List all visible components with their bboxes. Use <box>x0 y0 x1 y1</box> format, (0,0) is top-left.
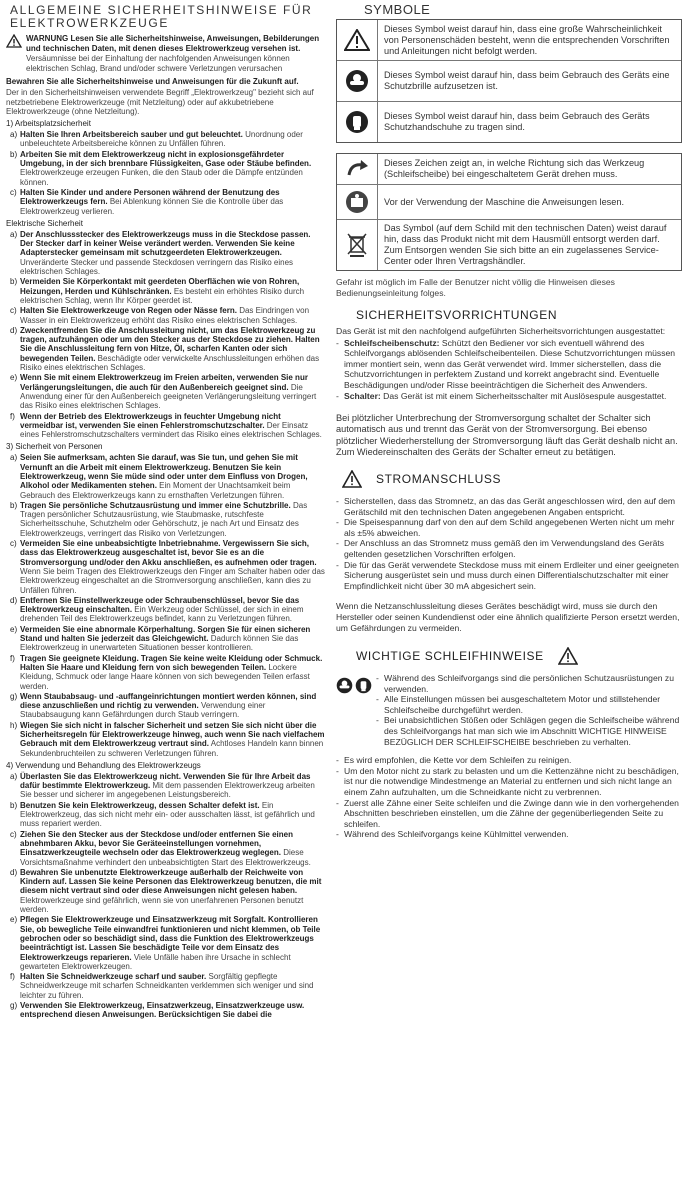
item-letter: f) <box>10 653 15 663</box>
symbol-row <box>337 220 681 270</box>
device-item: - Schalter: Das Gerät ist mit einem Sicherheitsschalter mit Auslösespule ausgestattet. <box>336 390 667 401</box>
term-definition: Der in den Sicherheitshinweisen verwendete Begriff „Elektrowerkzeug" bezieht sich auf netzbetriebene Elektrowerkzeuge (mit Netzleitung) oder auf akkubetriebene Elektrowerkzeuge (ohne Netzleitung). <box>6 88 314 116</box>
warning-block <box>6 34 326 74</box>
warning-triangle-icon <box>558 647 578 665</box>
list-item <box>6 150 326 187</box>
item-letter: c) <box>10 306 17 316</box>
grinding-list <box>336 755 682 840</box>
list-item <box>6 596 326 624</box>
item-bold-text: Wenn Staubabsaug- und -auffangeinrichtungen montiert werden können, sind diese anzuschließen und richtig zu verwenden. <box>20 691 317 711</box>
item-bold-text: Wenn der Betrieb des Elektrowerkzeugs in feuchter Umgebung nicht vermeidbar ist, verwenden Sie einen Fehlerstromschutzschalter. <box>20 411 281 430</box>
item-letter: c) <box>10 829 17 839</box>
section-title: Elektrische Sicherheit <box>6 218 83 228</box>
item-detail-text: Sorgfältig gepflegte Schneidwerkzeuge mit scharfen Schneidkanten verklemmen sich weniger und sind leichter zu führen. <box>20 972 314 1000</box>
list-item <box>6 453 326 499</box>
item-detail-text: Der Einsatz eines Fehlerstromschutzschalters vermindert das Risiko eines elektrischen Schlages. <box>20 420 322 440</box>
item-bold-text: Vermeiden Sie Körperkontakt mit geerdeten Oberflächen wie von Rohren, Heizungen, Herden und Kühlschränken. <box>20 277 300 296</box>
list-item <box>6 772 326 800</box>
item-detail-text: Unordnung oder unbeleuchtete Arbeitsbereiche können zu Unfällen führen. <box>20 130 303 149</box>
item-letter: d) <box>10 325 18 335</box>
right-column <box>330 0 688 1200</box>
power-item: - Die Speisespannung darf von den auf dem Schild angegebenen Werten nicht um mehr als ±5% abweichen. <box>336 517 675 538</box>
item-letter: b) <box>10 500 18 510</box>
symbol-text: Dieses Symbol weist darauf hin, dass eine große Wahrscheinlichkeit von Personenschäden besteht, wenn die entsprechenden Vorschriften und Anleitungen nicht befolgt werden. <box>384 23 670 56</box>
list-item <box>6 915 326 971</box>
item-bold-text: Ziehen Sie den Stecker aus der Steckdose und/oder entfernen Sie einen abnehmbaren Akku, bevor Sie Geräteeinstellungen vornehmen, Einsatzwerkzeugteile wechseln oder das Elektrowerkzeug weglegen. <box>20 829 293 858</box>
list-item <box>6 625 326 653</box>
symbol-text: Vor der Verwendung der Maschine die Anweisungen lesen. <box>384 196 625 207</box>
device-text: Schützt den Bediener vor sich eventuell während des Schleifvorgangs ablösenden Schleifscheibenteilen. Diese Schutzvorrichtungen müssen immer montiert sein, wenn das Gerät verwendet wird. Immer sicherstellen, dass die Schutzvorrichtungen in perfektem Zustand und korrekt angebracht sind. Eventuelle Beschädigungen und/oder Risse beeinträchtigen die Sicherheit des Anwenders. <box>344 337 676 390</box>
list-item <box>6 412 326 440</box>
warning-text: Lesen Sie alle Sicherheitshinweise, Anweisungen, Bebilderungen und technischen Daten, mit denen dieses Elektrowerkzeug versehen ist. <box>26 34 320 53</box>
item-letter: g) <box>10 691 18 701</box>
item-detail-text: Ein Moment der Unachtsamkeit beim Gebrauch des Elektrowerkzeugs kann zu ernsthaften Verletzungen führen. <box>20 481 291 500</box>
power-title: STROMANSCHLUSS <box>376 471 502 486</box>
safety-devices-intro: Das Gerät ist mit den nachfolgend aufgeführten Sicherheitsvorrichtungen ausgestattet: <box>336 326 666 336</box>
warning-triangle-icon <box>344 29 370 51</box>
power-heading <box>342 470 682 488</box>
symbol-row <box>337 61 681 102</box>
symbols-table-1 <box>336 19 682 143</box>
item-letter: g) <box>10 1001 18 1011</box>
item-detail-text: Bei Ablenkung können Sie die Kontrolle über das Elektrowerkzeug verlieren. <box>20 197 284 216</box>
list-item <box>6 972 326 1000</box>
item-letter: h) <box>10 720 18 730</box>
device-item: - Schleifscheibenschutz: Schützt den Bediener vor sich eventuell während des Schleifvorgangs ablösenden Schleifscheibenteilen. Diese Schutzvorrichtungen müssen immer montiert sein, wenn das Gerät verwendet wird. Immer sicherstellen, dass die Schutzvorrichtungen in perfektem Zustand und korrekt angebracht sind. Eventuelle Beschädigungen und/oder Risse beeinträchtigen die Sicherheit des Anwenders. <box>336 337 676 390</box>
item-detail-text: Achtloses Handeln kann binnen Sekundenbruchteilen zu schweren Verletzungen führen. <box>20 739 324 758</box>
item-letter: e) <box>10 373 18 383</box>
item-detail-text: Es besteht ein erhöhtes Risiko durch elektrischen Schlag, wenn Ihr Körper geerdet ist. <box>20 286 305 305</box>
item-bold-text: Benutzen Sie kein Elektrowerkzeug, dessen Schalter defekt ist. <box>20 800 260 810</box>
warning-triangle-icon <box>6 34 22 48</box>
item-letter: e) <box>10 915 18 925</box>
symbol-text: Das Symbol (auf dem Schild mit den technischen Daten) weist darauf hin, dass das Produkt nicht mit dem Hausmüll entsorgt werden darf. Zum Entsorgen wenden Sie sich bitte an ein zugelassenes Service-Center oder Ihren Vertragshändler. <box>384 223 667 266</box>
item-letter: e) <box>10 624 18 634</box>
item-detail-text: Die Anwendung einer für den Außenbereich geeigneten Verlängerungsleitung verringert das Risiko eines elektrischen Schlages. <box>20 382 317 411</box>
item-bold-text: Entfernen Sie Einstellwerkzeuge oder Schraubenschlüssel, bevor Sie das Elektrowerkzeug einschalten. <box>20 595 300 615</box>
list-item <box>6 868 326 914</box>
gloves-icon <box>355 677 372 694</box>
item-bold-text: Seien Sie aufmerksam, achten Sie darauf, was Sie tun, und gehen Sie mit Vernunft an die Arbeit mit einem Elektrowerkzeug. Benutzen Sie kein Elektrowerkzeug, wenn Sie müde sind oder unter dem Einfluss von Drogen, Alkohol oder Medikamenten stehen. <box>20 453 308 491</box>
item-bold-text: Der Anschlussstecker des Elektrowerkzeugs muss in die Steckdose passen. Der Stecker darf in keiner Weise verändert werden. Verwenden Sie keine Adapterstecker gemeinsam mit schutzgeerdeten Elektrowerkzeugen. <box>20 229 311 258</box>
item-bold-text: Überlasten Sie das Elektrowerkzeug nicht. Verwenden Sie für Ihre Arbeit das dafür bestimmte Elektrowerkzeug. <box>20 771 311 791</box>
item-bold-text: Halten Sie Elektrowerkzeuge von Regen oder Nässe fern. <box>20 306 237 316</box>
item-bold-text: Halten Sie Schneidwerkzeuge scharf und sauber. <box>20 972 207 982</box>
symbol-row <box>337 20 681 61</box>
item-detail-text: Unveränderte Stecker und passende Steckdosen verringern das Risiko eines elektrischen Schlages. <box>20 257 294 277</box>
item-bold-text: Arbeiten Sie mit dem Elektrowerkzeug nicht in explosionsgefährdeter Umgebung, in der sich brennbare Flüssigkeiten, Gase oder Stäube befinden. <box>20 149 312 169</box>
item-bold-text: Verwenden Sie Elektrowerkzeug, Einsatzwerkzeug, Einsatzwerkzeuge usw. entsprechend diesen Anweisungen. Berücksichtigen Sie dabei die <box>20 1001 305 1020</box>
list-item <box>6 501 326 538</box>
item-letter: d) <box>10 867 18 877</box>
item-bold-text: Pflegen Sie Elektrowerkzeuge und Einsatzwerkzeug mit Sorgfalt. Kontrollieren Sie, ob bewegliche Teile einwandfrei funktionieren und nicht klemmen, ob Teile gebrochen oder so beschädigt sind, dass die Funktion des Elektrowerkzeugs beeinträchtigt ist. Lassen Sie beschädigte Teile vor dem Einsatz des Elektrowerkzeugs reparieren. <box>20 915 321 962</box>
keep-instructions: Bewahren Sie alle Sicherheitshinweise und Anweisungen für die Zukunft auf. <box>6 77 299 86</box>
warning-triangle-icon <box>342 470 362 488</box>
safety-devices-title: SICHERHEITSVORRICHTUNGEN <box>356 308 558 322</box>
item-bold-text: Vermeiden Sie eine abnormale Körperhaltung. Sorgen Sie für einen sicheren Stand und halten Sie jederzeit das Gleichgewicht. <box>20 624 311 644</box>
read-manual-icon <box>345 190 369 214</box>
item-detail-text: Viele Unfälle haben ihre Ursache in schlecht gewarteten Elektrowerkzeugen. <box>20 952 291 971</box>
power-item: - Die für das Gerät verwendete Steckdose muss mit einem Erdleiter und einer geeigneten Sicherung ausgerüstet sein und muss durch einen Differentialschutzschalter mit einer Empfindlichkeit nicht über 30 mA abgesichert sein. <box>336 559 679 591</box>
warning-label: WARNUNG <box>26 34 69 43</box>
item-letter: c) <box>10 539 17 549</box>
list-item <box>6 654 326 691</box>
grinding-inner-item: - Alle Einstellungen müssen bei ausgeschaltetem Motor und stillstehender Schleifscheibe durchgeführt werden. <box>376 694 661 715</box>
symbols-title: SYMBOLE <box>364 2 431 17</box>
symbol-row <box>337 102 681 142</box>
section-title: 1) Arbeitsplatzsicherheit <box>6 119 91 129</box>
item-bold-text: Bewahren Sie unbenutzte Elektrowerkzeuge außerhalb der Reichweite von Kindern auf. Lassen Sie keine Personen das Elektrowerkzeug benutzen, die mit diesem nicht vertraut sind oder diese Anweisungen nicht gelesen haben. <box>20 867 322 896</box>
list-item <box>6 326 326 372</box>
grinding-heading <box>342 647 682 665</box>
list-item <box>6 801 326 829</box>
item-detail-text: Ein Werkzeug oder Schlüssel, der sich in einem drehenden Teil des Elektrowerkzeugs befindet, kann zu Verletzungen führen. <box>20 605 304 624</box>
device-text: Das Gerät ist mit einem Sicherheitsschalter mit Auslösespule ausgestattet. <box>383 390 667 401</box>
device-label: Schalter: <box>344 390 381 401</box>
device-label: Schleifscheibenschutz: <box>344 337 440 348</box>
symbol-text: Dieses Symbol weist darauf hin, dass beim Gebrauch des Geräts eine Schutzbrille aufzusetzen ist. <box>384 70 670 91</box>
symbols-table-2 <box>336 153 682 271</box>
safety-goggles-icon <box>345 69 369 93</box>
power-interrupt-text: Bei plötzlicher Unterbrechung der Stromversorgung schaltet der Schalter sich automatisch aus und trennt das Gerät von der Stromversorgung. Bei ebenso plötzlicher Wiederherstellung der Stromversorgung läuft das Gerät deshalb nicht an. Zum Wiedereinschalten des Geräts der Schalter erneut zu betätigen. <box>336 413 678 457</box>
item-letter: a) <box>10 229 18 239</box>
list-item <box>6 306 326 325</box>
grinding-inner-item: - Bei unabsichtlichen Stößen oder Schlägen gegen die Schleifscheibe während des Schleifvorgangs hat man sich wie im Abschnitt WICHTIGE HINWEISE BEZÜGLICH DER SCHLEIFSCHEIBE beschrieben zu verhalten. <box>376 715 680 747</box>
item-bold-text: Wenn Sie mit einem Elektrowerkzeug im Freien arbeiten, verwenden Sie nur Verlängerungsleitungen, die auch für den Außenbereich geeignet sind. <box>20 373 308 392</box>
list-item <box>6 130 326 149</box>
list-item <box>6 1001 326 1020</box>
item-bold-text: Vermeiden Sie eine unbeabsichtigte Inbetriebnahme. Vergewissern Sie sich, dass das Elektrowerkzeug ausgeschaltet ist, bevor Sie es an die Stromversorgung und/oder den Akku anschließen, es aufnehmen oder tragen. <box>20 539 317 567</box>
item-detail-text: Beschädigte oder verwickelte Anschlussleitungen erhöhen das Risiko eines elektrischen Schlages. <box>20 353 320 373</box>
list-item <box>6 830 326 867</box>
weee-bin-icon <box>346 232 368 258</box>
item-detail-text: Wenn Sie beim Tragen des Elektrowerkzeugs den Finger am Schalter haben oder das Elektrowerkzeug eingeschaltet an die Stromversorgung anschließen, kann dies zu Unfällen führen. <box>20 566 325 595</box>
rotation-arrow-icon <box>345 159 369 179</box>
item-letter: a) <box>10 130 18 140</box>
item-detail-text: Lockere Kleidung, Schmuck oder lange Haare können von sich bewegenden Teilen erfasst werden. <box>20 662 310 691</box>
list-item <box>6 692 326 720</box>
grinding-ppe-block <box>336 673 682 747</box>
list-item <box>6 277 326 305</box>
item-detail-text: Das Eindringen von Wasser in ein Elektrowerkzeug erhöht das Risiko eines elektrischen Schlages. <box>20 306 310 325</box>
warning-text-2: Versäumnisse bei der Einhaltung der nachfolgenden Anweisungen können elektrischen Schlag, Brand und/oder schwere Verletzungen verursachen <box>26 54 290 73</box>
symbol-text: Dieses Zeichen zeigt an, in welche Richtung sich das Werkzeug (Schleifscheibe) bei eingeschaltetem Gerät drehen muss. <box>384 158 645 179</box>
item-bold-text: Halten Sie Ihren Arbeitsbereich sauber und gut beleuchtet. <box>20 130 243 140</box>
item-letter: f) <box>10 411 15 421</box>
general-safety-title: ALLGEMEINE SICHERHEITSHINWEISE FÜR ELEKTROWERKZEUGE <box>10 3 313 30</box>
item-detail-text: Diese Vorsichtsmaßnahme verhindert den unbeabsichtigten Start des Elektrowerkzeugs. <box>20 848 311 867</box>
item-detail-text: Das Tragen persönlicher Schutzausrüstung, wie Staubmaske, rutschfeste Sicherheitsschuhe, Schutzhelm oder Gehörschutz, je nach Art und Einsatz des Elektrowerkzeugs, verringert das Risiko von Verletzungen. <box>20 500 308 538</box>
left-sections <box>6 119 326 1019</box>
danger-note: Gefahr ist möglich im Falle der Benutzer nicht völlig die Hinweisen dieses Bedienungseinleitung folges. <box>336 277 615 298</box>
grinding-item: - Es wird empfohlen, die Kette vor dem Schleifen zu reinigen. <box>336 755 572 766</box>
grinding-inner-item: - Während des Schleifvorgangs sind die persönlichen Schutzausrüstungen zu verwenden. <box>376 673 674 694</box>
item-letter: b) <box>10 149 18 159</box>
list-item <box>6 721 326 758</box>
grinding-item: - Zuerst alle Zähne einer Seite schleifen und die Zwinge dann wie in den vorhergehenden Abschnitten beschrieben einstellen, um die Zähne der gegenüberliegenden Seite zu schleifen. <box>336 797 679 829</box>
safety-goggles-icon <box>336 677 353 694</box>
grinding-item: - Während des Schleifvorgangs keine Kühlmittel verwenden. <box>336 829 569 840</box>
symbol-text: Dieses Symbol weist darauf hin, dass beim Gebrauch des Geräts Schutzhandschuhe zu tragen sind. <box>384 111 650 132</box>
left-column <box>0 0 330 1200</box>
power-item: - Der Anschluss an das Stromnetz muss gemäß den im Verwendungsland des Geräts geltenden gesetzlichen Vorschriften erfolgen. <box>336 538 665 559</box>
item-detail-text: Verwendung einer Staubabsaugung kann Gefährdungen durch Staub verringern. <box>20 701 266 720</box>
item-letter: a) <box>10 453 18 463</box>
item-detail-text: Ein Elektrowerkzeug, das sich nicht mehr ein- oder ausschalten lässt, ist gefährlich und muss repariert werden. <box>20 800 315 829</box>
item-bold-text: Wiegen Sie sich nicht in falscher Sicherheit und setzen Sie sich nicht über die Sicherheitsregeln für Elektrowerkzeuge hinweg, auch wenn Sie nach vielfachem Gebrauch mit dem Elektrowerkzeug vertraut sind. <box>20 720 325 749</box>
grinding-item: - Um den Motor nicht zu stark zu belasten und um die Kettenzähne nicht zu beschädigen, ist nur die notwendige Mindestmenge an Material zu entfernen und sich nicht lange an einem Zahn aufzuhalten, um die Schneidkante nicht zu verbrennen. <box>336 765 679 798</box>
item-bold-text: Tragen Sie persönliche Schutzausrüstung und immer eine Schutzbrille. <box>20 500 291 510</box>
item-letter: f) <box>10 972 15 982</box>
section-title: 4) Verwendung und Behandlung des Elektrowerkzeugs <box>6 760 201 770</box>
item-detail-text: Dadurch können Sie das Elektrowerkzeug in unerwarteten Situationen besser kontrollieren. <box>20 634 299 653</box>
item-detail-text: Elektrowerkzeuge erzeugen Funken, die den Staub oder die Dämpfe entzünden können. <box>20 168 303 187</box>
item-detail-text: Elektrowerkzeuge sind gefährlich, wenn sie von unerfahrenen Personen benutzt werden. <box>20 895 304 915</box>
list-item <box>6 230 326 276</box>
item-bold-text: Halten Sie Kinder und andere Personen während der Benutzung des Elektrowerkzeugs fern. <box>20 187 280 207</box>
symbol-row <box>337 154 681 185</box>
item-letter: d) <box>10 595 18 605</box>
gloves-icon <box>345 110 369 134</box>
item-detail-text: Mit dem passenden Elektrowerkzeug arbeiten Sie besser und sicherer im angegebenen Leistungsbereich. <box>20 781 315 800</box>
item-letter: c) <box>10 187 17 197</box>
symbol-row <box>337 185 681 220</box>
item-bold-text: Tragen Sie geeignete Kleidung. Tragen Sie keine weite Kleidung oder Schmuck. Halten Sie Haare und Kleidung fern von sich bewegenden Teilen. <box>20 653 323 672</box>
list-item <box>6 188 326 216</box>
section-title: 3) Sicherheit von Personen <box>6 442 103 452</box>
item-letter: b) <box>10 277 18 287</box>
item-letter: a) <box>10 771 18 781</box>
item-letter: b) <box>10 800 18 810</box>
list-item <box>6 539 326 595</box>
item-bold-text: Zweckentfremden Sie die Anschlussleitung nicht, um das Elektrowerkzeug zu tragen, aufzuhängen oder um den Stecker aus der Steckdose zu ziehen. Halten Sie die Anschlussleitung fern von Hitze, Öl, scharfen Kanten oder sich bewegenden Teilen. <box>20 325 320 363</box>
list-item <box>6 373 326 410</box>
power-damaged-text: Wenn die Netzanschlussleitung dieses Gerätes beschädigt wird, muss sie durch den Hersteller oder seinen Kundendienst oder eine ähnlich qualifizierte Person ersetzt werden, um Gefährdungen zu vermeiden. <box>336 601 680 633</box>
power-item: - Sicherstellen, dass das Stromnetz, an das das Gerät angeschlossen wird, den auf dem Gerätschild mit den technischen Daten angegebenen Angaben entspricht. <box>336 495 676 517</box>
grinding-title: WICHTIGE SCHLEIFHINWEISE <box>356 649 544 664</box>
